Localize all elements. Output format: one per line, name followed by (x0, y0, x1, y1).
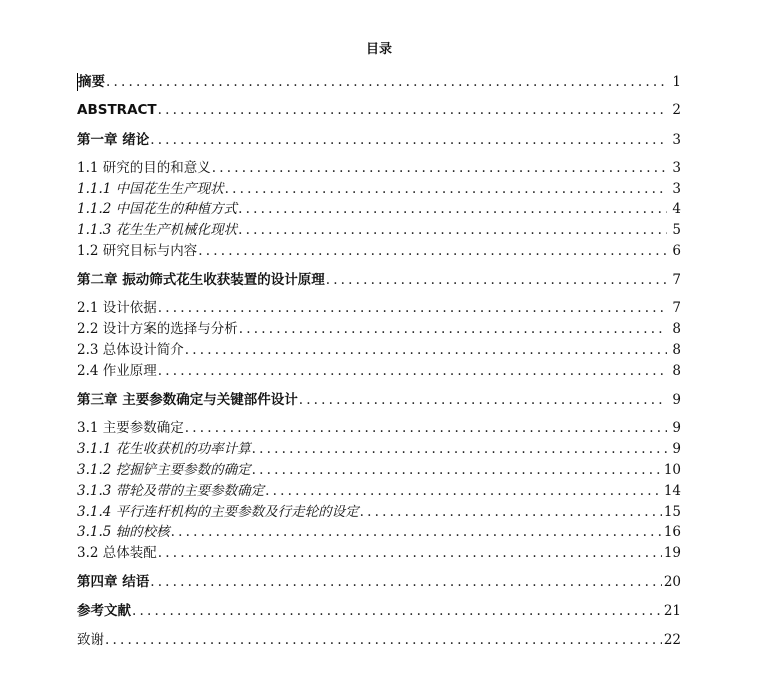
toc-entry-label: 1.1 研究的目的和意义 (77, 160, 211, 176)
toc-entry-label: 第二章 振动筛式花生收获装置的设计原理 (77, 272, 325, 288)
toc-entry-page-number: 8 (672, 321, 681, 337)
toc-entry-label: 1.2 研究目标与内容 (77, 243, 198, 259)
toc-entry[interactable] (77, 269, 681, 289)
toc-entry[interactable] (77, 318, 681, 338)
toc-entry[interactable] (77, 417, 681, 437)
toc-entry-page-number: 3 (672, 160, 681, 176)
toc-entry-page-number: 20 (663, 574, 681, 590)
toc-entry[interactable] (77, 339, 681, 359)
toc-entry-label: 摘要 (78, 74, 105, 90)
toc-entry-page-number: 3 (672, 181, 681, 197)
toc-entry-label: 1.1.3 花生生产机械化现状 (77, 222, 238, 238)
toc-entry[interactable] (77, 480, 681, 500)
toc-entry-page-number: 3 (672, 132, 681, 148)
toc-entry[interactable] (77, 71, 681, 91)
dot-leader (150, 131, 667, 149)
dot-leader (158, 362, 667, 380)
toc-entry-page-number: 4 (672, 201, 681, 217)
toc-entry[interactable] (77, 389, 681, 409)
toc-entry[interactable] (77, 542, 681, 562)
dot-leader (171, 523, 662, 541)
toc-entry[interactable] (77, 240, 681, 260)
toc-entry-page-number: 16 (663, 524, 681, 540)
dot-leader (106, 73, 667, 91)
toc-entry[interactable] (77, 178, 681, 198)
toc-entry-label: 1.1.2 中国花生的种植方式 (77, 201, 238, 217)
dot-leader (158, 299, 667, 317)
toc-entry-label: 3.1.3 带轮及带的主要参数确定 (77, 483, 265, 499)
dot-leader (265, 482, 662, 500)
toc-entry[interactable] (77, 600, 681, 620)
toc-entry[interactable] (77, 571, 681, 591)
dot-leader (150, 573, 662, 591)
toc-entry-label: 第三章 主要参数确定与关键部件设计 (77, 392, 298, 408)
toc-entry-page-number: 10 (663, 462, 681, 478)
toc-entry[interactable] (77, 521, 681, 541)
toc-entry-page-number: 15 (663, 504, 681, 520)
toc-entry-page-number: 19 (663, 545, 681, 561)
toc-entry[interactable] (77, 219, 681, 239)
dot-leader (105, 631, 662, 649)
toc-entry-label: 第一章 绪论 (77, 132, 150, 148)
toc-entry[interactable] (77, 501, 681, 521)
toc-entry-page-number: 8 (672, 342, 681, 358)
toc-entry-page-number: 9 (672, 392, 681, 408)
toc-entry-label: 致谢 (77, 632, 104, 648)
toc-entry-label: 3.2 总体装配 (77, 545, 157, 561)
toc-entry-page-number: 9 (672, 420, 681, 436)
toc-entry-label: 3.1.2 挖掘铲主要参数的确定 (77, 462, 251, 478)
dot-leader (132, 602, 662, 620)
toc-entry[interactable] (77, 629, 681, 649)
toc-entry-page-number: 22 (663, 632, 681, 648)
toc-entry-page-number: 8 (672, 363, 681, 379)
toc-entry-label: 第四章 结语 (77, 574, 150, 590)
dot-leader (252, 461, 662, 479)
toc-entry-label: 3.1 主要参数确定 (77, 420, 184, 436)
dot-leader (185, 341, 667, 359)
toc-entry-label: 2.1 设计依据 (77, 300, 157, 316)
dot-leader (212, 159, 667, 177)
dot-leader (239, 320, 667, 338)
toc-entry-page-number: 9 (672, 441, 681, 457)
toc-entry-label: 3.1.5 轴的校核 (77, 524, 170, 540)
toc-entry-page-number: 7 (672, 300, 681, 316)
toc-entry-page-number: 14 (663, 483, 681, 499)
toc-entry-label: 3.1.1 花生收获机的功率计算 (77, 441, 251, 457)
dot-leader (158, 544, 662, 562)
dot-leader (252, 440, 667, 458)
toc-entry-label: ABSTRACT (77, 102, 157, 118)
toc-entry-page-number: 21 (663, 603, 681, 619)
toc-entry[interactable] (77, 157, 681, 177)
toc-entry[interactable] (77, 459, 681, 479)
dot-leader (299, 391, 667, 409)
page-title: 目录 (365, 42, 392, 57)
toc-entry-page-number: 7 (672, 272, 681, 288)
dot-leader (238, 200, 667, 218)
toc-entry-label: 2.2 设计方案的选择与分析 (77, 321, 238, 337)
toc-entry[interactable] (77, 99, 681, 119)
toc-entry-label: 2.4 作业原理 (77, 363, 157, 379)
toc-entry[interactable] (77, 129, 681, 149)
toc-entry-page-number: 5 (672, 222, 681, 238)
dot-leader (185, 419, 667, 437)
dot-leader (225, 180, 667, 198)
toc-entry-label: 1.1.1 中国花生生产现状 (77, 181, 224, 197)
toc-entry[interactable] (77, 198, 681, 218)
toc-entry-page-number: 2 (672, 102, 681, 118)
dot-leader (326, 271, 667, 289)
toc-entry[interactable] (77, 297, 681, 317)
toc-entry-page-number: 1 (672, 74, 681, 90)
dot-leader (360, 503, 662, 521)
dot-leader (198, 242, 667, 260)
dot-leader (158, 101, 667, 119)
toc-entry-label: 3.1.4 平行连杆机构的主要参数及行走轮的设定 (77, 504, 359, 520)
toc-entry-label: 2.3 总体设计简介 (77, 342, 184, 358)
toc-entry[interactable] (77, 360, 681, 380)
toc-entry-label: 参考文献 (77, 603, 131, 619)
toc-entry-page-number: 6 (672, 243, 681, 259)
dot-leader (238, 221, 667, 239)
toc-entry[interactable] (77, 438, 681, 458)
